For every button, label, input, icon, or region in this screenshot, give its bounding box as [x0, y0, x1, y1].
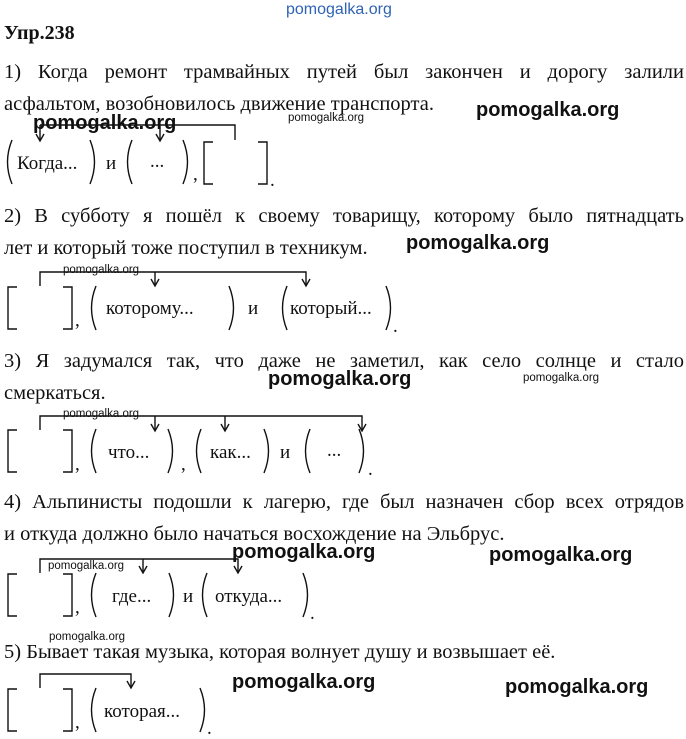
scheme-4-word-2: откуда... — [215, 586, 283, 607]
watermark-logo-2: pomogalka.org — [33, 112, 177, 134]
scheme-1-word-2: ... — [150, 151, 165, 172]
scheme-4-end: . — [310, 603, 315, 624]
scheme-3-word-2: как... — [210, 442, 251, 463]
scheme-5-comma: , — [75, 712, 80, 733]
scheme-3-conj: и — [280, 442, 291, 463]
scheme-5-end: . — [207, 718, 212, 739]
watermark-logo-6: pomogalka.org — [489, 544, 633, 566]
watermark-small-1: pomogalka.org — [288, 112, 365, 124]
sentence-3-line-1: 3) Я задумался так, что даже не заметил, как село солнце и стало — [4, 350, 684, 372]
watermark-logo-7: pomogalka.org — [232, 671, 376, 693]
watermark-logo-4: pomogalka.org — [268, 368, 412, 390]
sentence-2-line-1: 2) В субботу я пошёл к своему товарищу, которому было пятнадцать — [4, 205, 684, 227]
scheme-3-end: . — [368, 459, 373, 480]
sentence-4-line-1: 4) Альпинисты подошли к лагерю, где был назначен сбор всех отрядов — [4, 491, 684, 513]
scheme-3-comma-2: , — [181, 454, 186, 475]
watermark-top: pomogalka.org — [286, 1, 392, 18]
watermark-small-5: pomogalka.org — [48, 560, 125, 572]
watermark-logo-5: pomogalka.org — [232, 541, 376, 563]
sentence-4-line-2: и откуда должно было начаться восхождение на Эльбрус. — [4, 523, 505, 545]
sentence-1-line-1: 1) Когда ремонт трамвайных путей был закончен и дорогу залили — [4, 61, 684, 83]
scheme-4-word-1: где... — [112, 586, 152, 607]
scheme-3 — [8, 416, 366, 473]
watermark-logo-8: pomogalka.org — [505, 676, 649, 698]
watermark-small-2: pomogalka.org — [63, 264, 140, 276]
scheme-3-word-1: что... — [108, 442, 150, 463]
scheme-3-word-3: ... — [327, 440, 342, 461]
scheme-2-word-1: которому... — [106, 298, 194, 319]
scheme-2-comma: , — [75, 310, 80, 331]
scheme-2-conj: и — [248, 298, 259, 319]
sentence-2-line-2: лет и который тоже поступил в техникум. — [4, 237, 368, 259]
scheme-1-comma: , — [193, 164, 198, 185]
watermark-logo-3: pomogalka.org — [406, 232, 550, 254]
scheme-4-comma: , — [75, 597, 80, 618]
scheme-1-conj: и — [106, 153, 117, 174]
watermark-small-4: pomogalka.org — [63, 408, 140, 420]
watermark-small-3: pomogalka.org — [523, 372, 600, 384]
scheme-2-word-2: который... — [290, 298, 372, 319]
scheme-5-word-1: которая... — [104, 701, 180, 722]
sentence-1-line-2: асфальтом, возобновилось движение транспорта. — [4, 93, 434, 115]
sentence-5-line-1: 5) Бывает такая музыка, которая волнует душу и возвышает её. — [4, 641, 556, 663]
sentence-3-line-2: смеркаться. — [4, 382, 106, 404]
scheme-4-conj: и — [183, 586, 194, 607]
exercise-title: Упр.238 — [4, 22, 75, 44]
watermark-small-6: pomogalka.org — [49, 631, 126, 643]
scheme-1-end: . — [270, 170, 275, 191]
scheme-2-end: . — [393, 316, 398, 337]
scheme-1-word-1: Когда... — [17, 153, 78, 174]
watermark-logo-1: pomogalka.org — [476, 99, 620, 121]
scheme-3-comma-1: , — [75, 454, 80, 475]
